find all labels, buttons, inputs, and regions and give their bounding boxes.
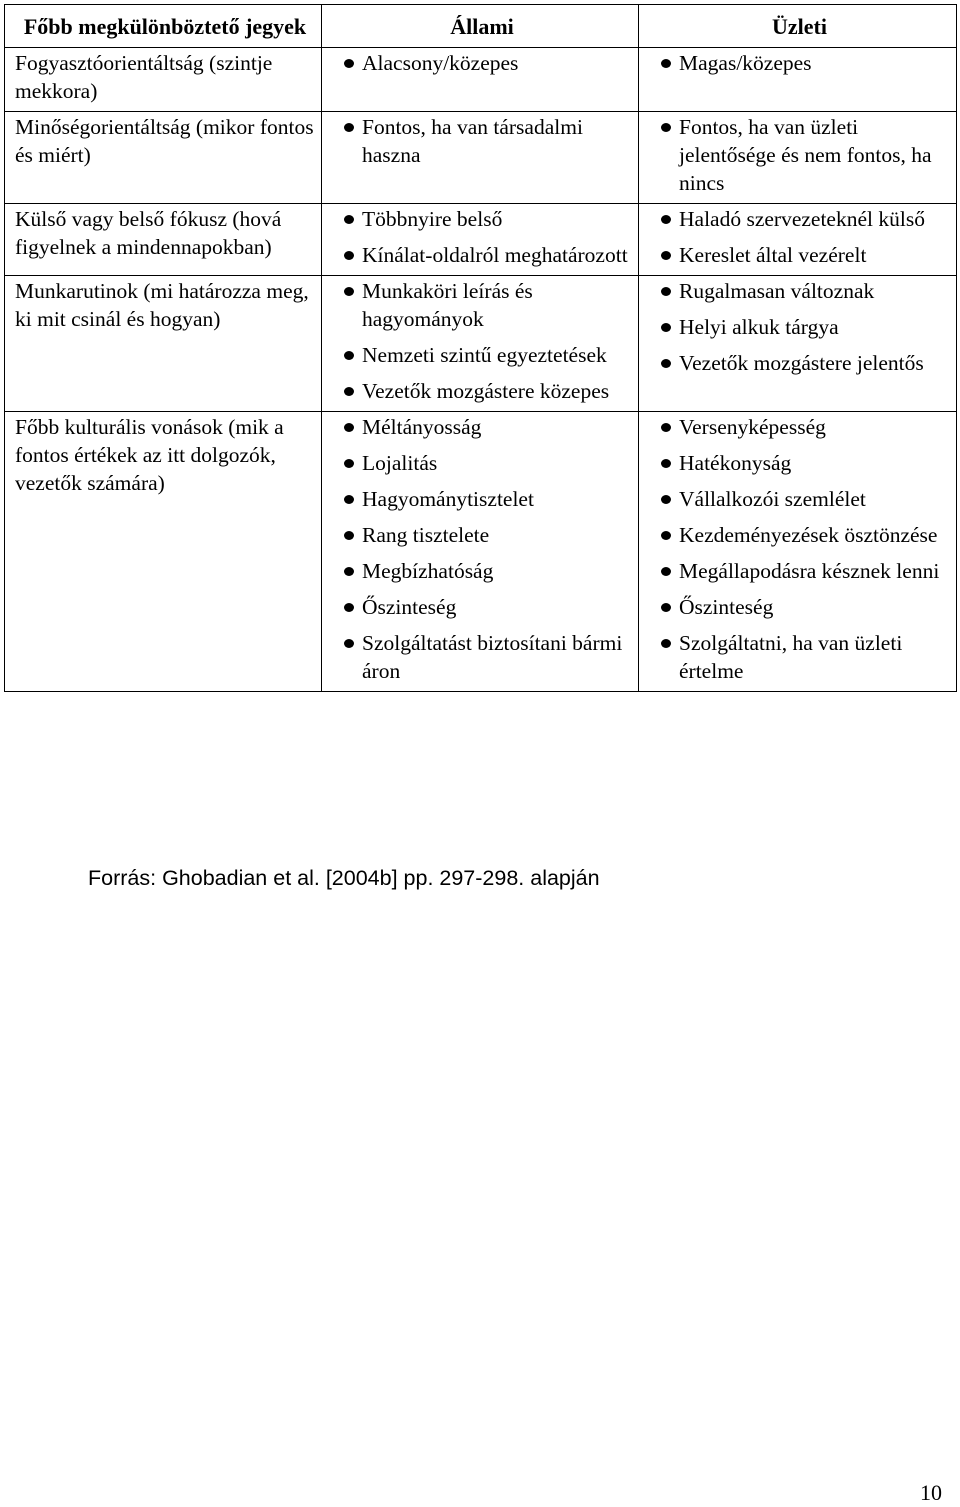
- table-row: [5, 48, 957, 112]
- list-item: Vezetők mozgástere jelentős: [659, 349, 950, 377]
- row-label: Külső vagy belső fókusz (hová figyelnek a mindennapokban): [5, 204, 322, 276]
- comparison-table: [4, 4, 957, 692]
- list-item: Őszinteség: [342, 593, 632, 621]
- list-item: Lojalitás: [342, 449, 632, 477]
- table-row: [5, 412, 957, 692]
- list-item: Hatékonyság: [659, 449, 950, 477]
- state-list: [342, 49, 632, 77]
- business-cell: [639, 276, 957, 412]
- list-item: Kínálat-oldalról meghatározott: [342, 241, 632, 269]
- row-label: Minőségorientáltság (mikor fontos és miért): [5, 112, 322, 204]
- list-item: Megállapodásra késznek lenni: [659, 557, 950, 585]
- state-cell: [322, 204, 639, 276]
- list-item: Szolgáltatást biztosítani bármi áron: [342, 629, 632, 685]
- list-item: Vezetők mozgástere közepes: [342, 377, 632, 405]
- source-caption: Forrás: Ghobadian et al. [2004b] pp. 297-298. alapján: [88, 866, 600, 890]
- list-item: Többnyire belső: [342, 205, 632, 233]
- business-cell: [639, 412, 957, 692]
- list-item: Nemzeti szintű egyeztetések: [342, 341, 632, 369]
- state-cell: [322, 276, 639, 412]
- list-item: Versenyképesség: [659, 413, 950, 441]
- list-item: Haladó szervezeteknél külső: [659, 205, 950, 233]
- list-item: Magas/közepes: [659, 49, 950, 77]
- table-row: [5, 112, 957, 204]
- list-item: Vállalkozói szemlélet: [659, 485, 950, 513]
- row-label: Fogyasztóorientáltság (szintje mekkora): [5, 48, 322, 112]
- list-item: Hagyománytisztelet: [342, 485, 632, 513]
- list-item: Rugalmasan változnak: [659, 277, 950, 305]
- header-row: [5, 5, 957, 48]
- state-list: [342, 113, 632, 169]
- business-cell: [639, 48, 957, 112]
- business-list: [659, 49, 950, 77]
- list-item: Helyi alkuk tárgya: [659, 313, 950, 341]
- row-label: Munkarutinok (mi határozza meg, ki mit csinál és hogyan): [5, 276, 322, 412]
- list-item: Megbízhatóság: [342, 557, 632, 585]
- list-item: Munkaköri leírás és hagyományok: [342, 277, 632, 333]
- business-list: [659, 205, 950, 269]
- header-features: Főbb megkülönböztető jegyek: [5, 5, 322, 48]
- row-label: Főbb kulturális vonások (mik a fontos értékek az itt dolgozók, vezetők számára): [5, 412, 322, 692]
- list-item: Őszinteség: [659, 593, 950, 621]
- state-cell: [322, 112, 639, 204]
- business-list: [659, 113, 950, 197]
- business-list: [659, 277, 950, 377]
- list-item: Fontos, ha van üzleti jelentősége és nem fontos, ha nincs: [659, 113, 950, 197]
- state-list: [342, 277, 632, 405]
- list-item: Méltányosság: [342, 413, 632, 441]
- page-number: 10: [920, 1480, 942, 1505]
- list-item: Kereslet által vezérelt: [659, 241, 950, 269]
- business-cell: [639, 204, 957, 276]
- list-item: Kezdeményezések ösztönzése: [659, 521, 950, 549]
- list-item: Rang tisztelete: [342, 521, 632, 549]
- list-item: Fontos, ha van társadalmi haszna: [342, 113, 632, 169]
- state-cell: [322, 412, 639, 692]
- state-list: [342, 205, 632, 269]
- table-row: [5, 276, 957, 412]
- table-row: [5, 204, 957, 276]
- state-list: [342, 413, 632, 685]
- list-item: Alacsony/közepes: [342, 49, 632, 77]
- list-item: Szolgáltatni, ha van üzleti értelme: [659, 629, 950, 685]
- header-state: Állami: [322, 5, 639, 48]
- header-business: Üzleti: [639, 5, 957, 48]
- state-cell: [322, 48, 639, 112]
- business-cell: [639, 112, 957, 204]
- business-list: [659, 413, 950, 685]
